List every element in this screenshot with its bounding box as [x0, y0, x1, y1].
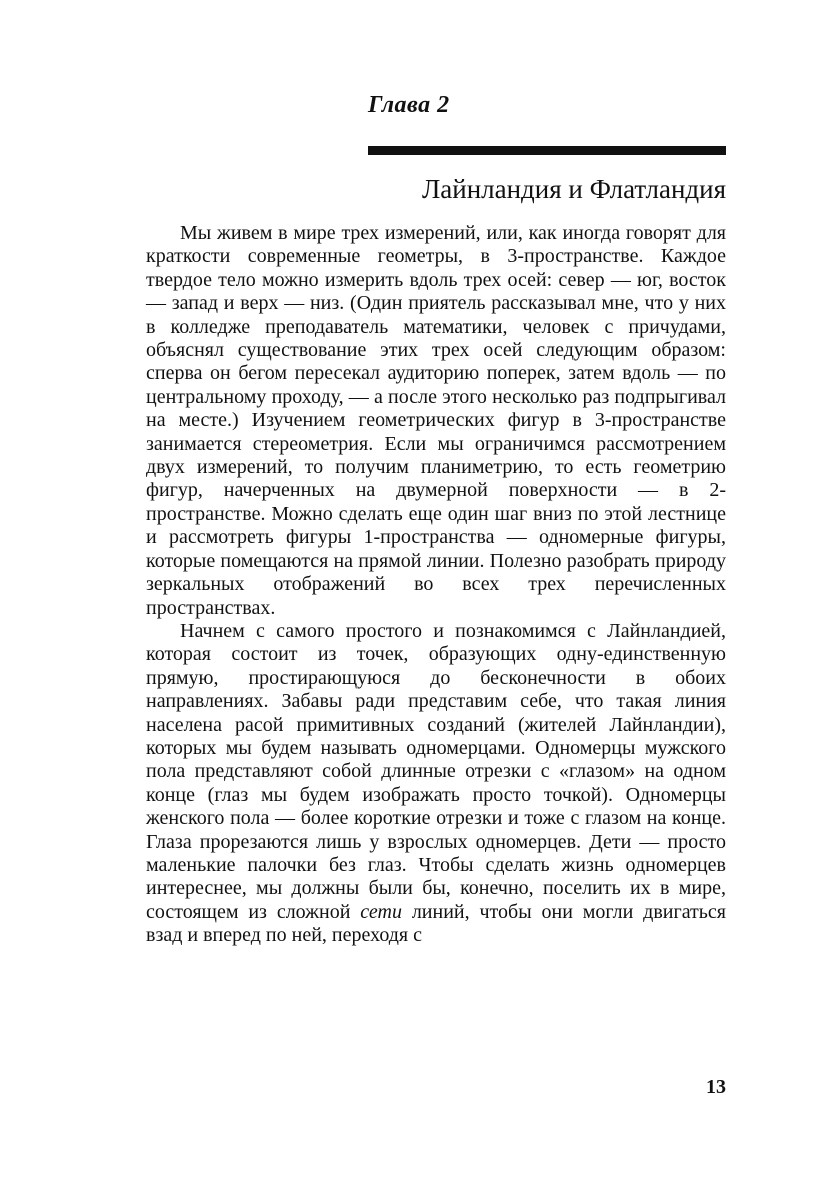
chapter-label: Глава 2: [368, 92, 450, 118]
paragraph-2: [146, 620, 726, 948]
body-text: [146, 222, 726, 948]
chapter-title: Лайнландия и Флатландия: [421, 174, 726, 204]
paragraph-2-text-after: линий, чтобы они могли двигаться взад и вперед по ней, переходя с: [146, 900, 726, 947]
chapter-rule: [368, 146, 726, 155]
page-number: 13: [706, 1076, 726, 1098]
paragraph-2-text-before: Начнем с самого простого и познакомимся с Лайнландией, которая состоит из точек, образующих одну-единственную прямую, простирающуюся до бесконечности в обоих направлениях. Забавы ради представим себе, что такая линия населена расой примитивных созданий (жителей Лайнландии), которых мы будем называть одномерцами. Одномерцы мужского пола представляют собой длинные отрезки с «глазом» на одном конце (глаз мы будем изображать просто точкой). Одномерцы женского пола — более короткие отрезки и тоже с глазом на конце. Глаза прорезаются лишь у взрослых одномерцев. Дети — просто маленькие палочки без глаз. Чтобы сделать жизнь одномерцев интереснее, мы должны были бы, конечно, поселить их в мире, состоящем из сложной: [146, 619, 726, 923]
paragraph-2-emphasis: сети: [360, 900, 402, 923]
paragraph-1: Мы живем в мире трех измерений, или, как иногда говорят для краткости современные геометры, в 3-пространстве. Каждое твердое тело можно измерить вдоль трех осей: север — юг, восток — запад и верх — низ. (Один приятель рассказывал мне, что у них в колледже преподаватель математики, человек с причудами, объяснял существование этих трех осей следующим образом: сперва он бегом пересекал аудиторию поперек, затем вдоль — по центральному проходу, — а после этого несколько раз подпрыгивал на месте.) Изучением геометрических фигур в 3-пространстве занимается стереометрия. Если мы ограничимся рассмотрением двух измерений, то получим планиметрию, то есть геометрию фигур, начерченных на двумерной поверхности — в 2-пространстве. Можно сделать еще один шаг вниз по этой лестнице и рассмотреть фигуры 1-пространства — одномерные фигуры, которые помещаются на прямой линии. Полезно разобрать природу зеркальных отображений во всех трех перечисленных пространствах.: [146, 222, 726, 619]
